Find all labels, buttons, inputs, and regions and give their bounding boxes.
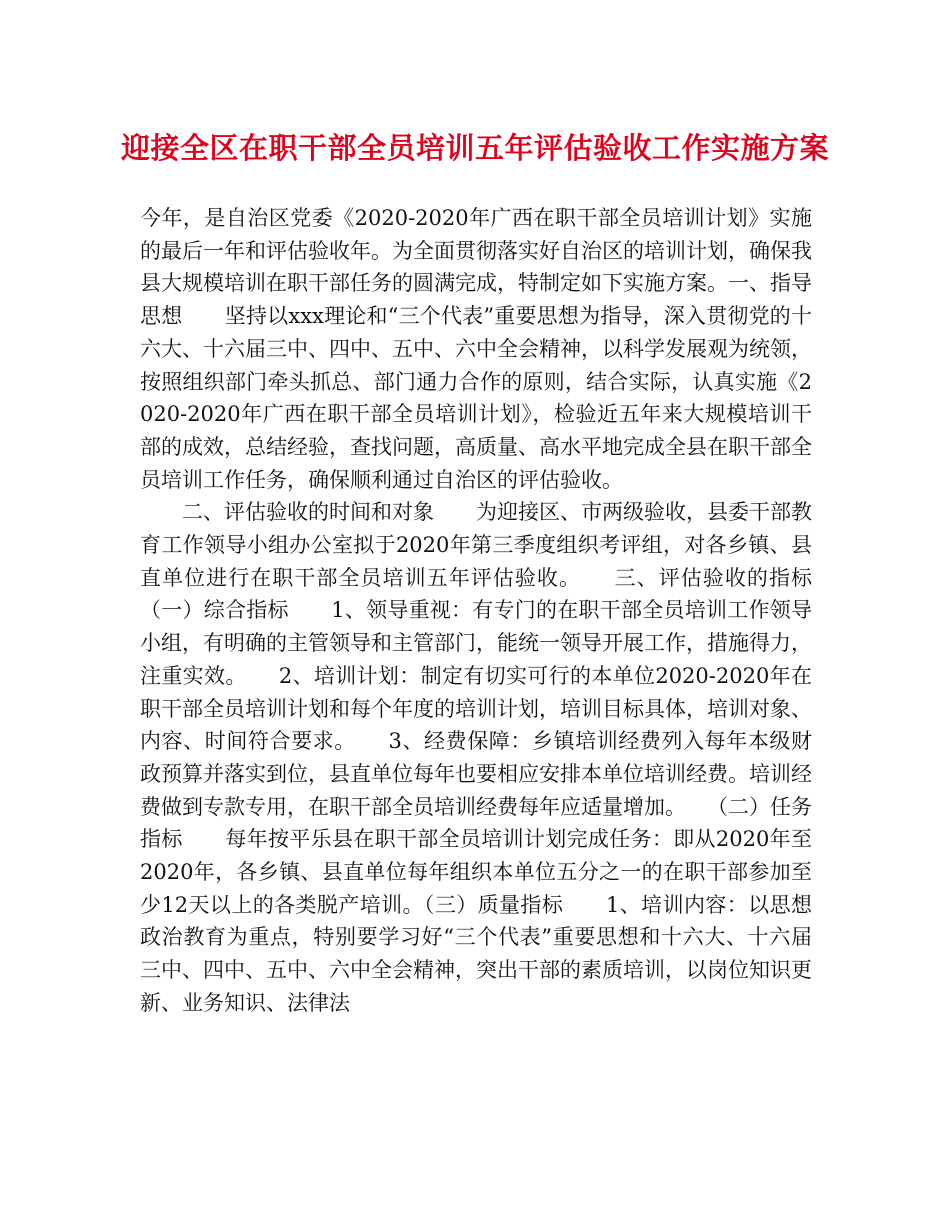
body-paragraph-2: 二、评估验收的时间和对象 为迎接区、市两级验收，县委干部教育工作领导小组办公室拟于2020年第三季度组织考评组，对各乡镇、县直单位进行在职干部全员培训五年评估验收。 三、评估验收的指标 （一）综合指标 1、领导重视：有专门的在职干部全员培训工作领导小组，有明确的主管领导和主管部门，能统一领导开展工作，措施得力，注重实效。 2、培训计划：制定有切实可行的本单位2020-2020年在职干部全员培训计划和每个年度的培训计划，培训目标具体，培训对象、内容、时间符合要求。 3、经费保障：乡镇培训经费列入每年本级财政预算并落实到位，县直单位每年也要相应安排本单位培训经费。培训经费做到专款专用，在职干部全员培训经费每年应适量增加。 （二）任务指标 每年按平乐县在职干部全员培训计划完成任务：即从2020年至2020年，各乡镇、县直单位每年组织本单位五分之一的在职干部参加至少12天以上的各类脱产培训。（三）质量指标 1、培训内容：以思想政治教育为重点，特别要学习好“三个代表”重要思想和十六大、十六届三中、四中、五中、六中全会精神，突出干部的素质培训，以岗位知识更新、业务知识、法律法 xyxy=(140,500,854,1015)
body-paragraph-1: 今年，是自治区党委《2020-2020年广西在职干部全员培训计划》实施的最后一年和评估验收年。为全面贯彻落实好自治区的培训计划，确保我县大规模培训在职干部任务的圆满完成，特制定如下实施方案。一、指导思想 坚持以xxx理论和“三个代表”重要思想为指导，深入贯彻党的十六大、十六届三中、四中、五中、六中全会精神，以科学发展观为统领，按照组织部门牵头抓总、部门通力合作的原则，结合实际，认真实施《2020-2020年广西在职干部全员培训计划》，检验近五年来大规模培训干部的成效，总结经验，查找问题，高质量、高水平地完成全县在职干部全员培训工作任务，确保顺利通过自治区的评估验收。 xyxy=(140,206,812,492)
document-body xyxy=(140,202,854,1020)
document-title: 迎接全区在职干部全员培训五年评估验收工作实施方案 xyxy=(120,131,829,165)
